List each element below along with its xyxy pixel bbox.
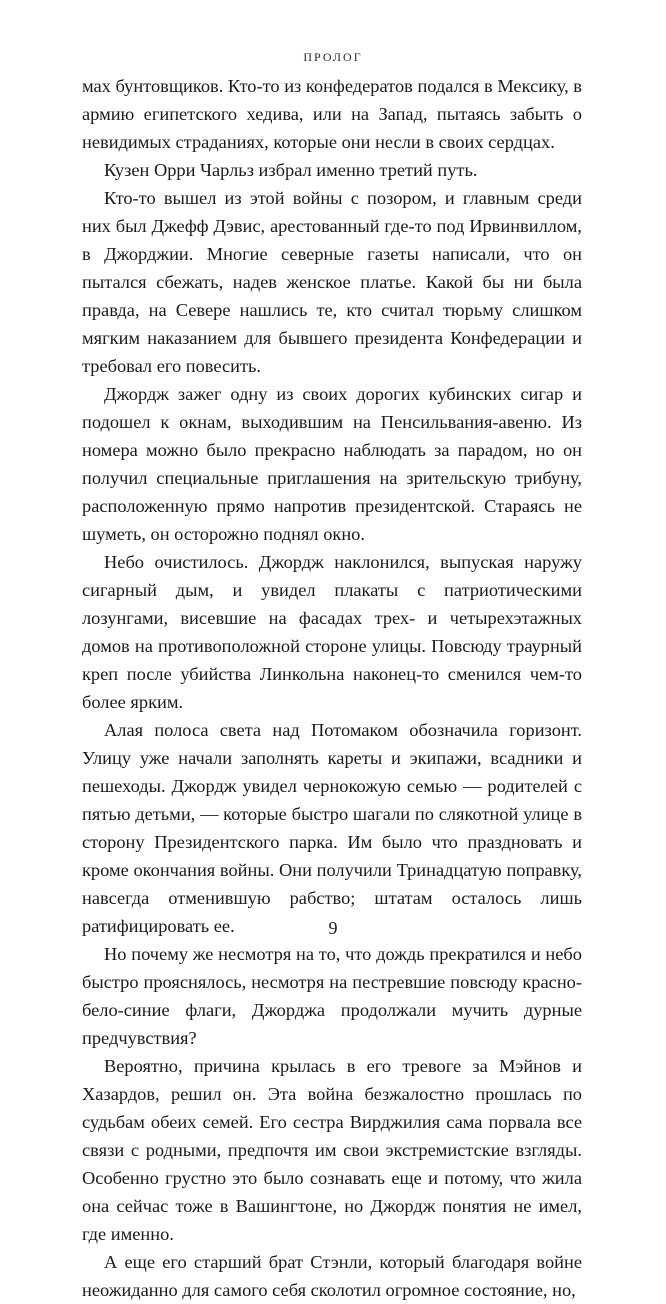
- body-text: [82, 72, 582, 1304]
- paragraph-5: Небо очистилось. Джордж наклонился, выпуская наружу сигарный дым, и увидел плакаты с патриотическими лозунгами, висевшие на фасадах трех- и четырехэтажных домов на противоположной стороне улицы. Повсюду траурный креп после убийства Линкольна наконец-то сменился чем-то более ярким.: [82, 552, 582, 712]
- paragraph-7: Но почему же несмотря на то, что дождь прекратился и небо быстро прояснялось, несмотря на пестревшие повсюду красно-бело-синие флаги, Джорджа продолжали мучить дурные предчувствия?: [82, 944, 582, 1048]
- paragraph-1: мах бунтовщиков. Кто-то из конфедератов подался в Мексику, в армию египетского хедива, или на Запад, пытаясь забыть о невидимых страданиях, которые они несли в своих сердцах.: [82, 76, 582, 152]
- paragraph-8: Вероятно, причина крылась в его тревоге за Мэйнов и Хазардов, решил он. Эта война безжалостно прошлась по судьбам обеих семей. Его сестра Вирджилия сама порвала все связи с родными, предпочтя им свои экстремистские взгляды. Особенно грустно это было сознавать еще и потому, что жила она сейчас тоже в Вашингтоне, но Джордж понятия не имел, где именно.: [82, 1056, 582, 1244]
- paragraph-2: Кузен Орри Чарльз избрал именно третий путь.: [104, 160, 478, 180]
- page-number: 9: [328, 918, 338, 938]
- running-head: ПРОЛОГ: [303, 50, 363, 64]
- paragraph-4: Джордж зажег одну из своих дорогих кубинских сигар и подошел к окнам, выходившим на Пенсильвания-авеню. Из номера можно было прекрасно наблюдать за парадом, но он получил специальные приглашения на зрительскую трибуну, расположенную прямо напротив президентской. Стараясь не шуметь, он осторожно поднял окно.: [82, 384, 582, 544]
- paragraph-6: Алая полоса света над Потомаком обозначила горизонт. Улицу уже начали заполнять кареты и экипажи, всадники и пешеходы. Джордж увидел чернокожую семью — родителей с пятью детьми, — которые быстро шагали по слякотной улице в сторону Президентского парка. Им было что праздновать и кроме окончания войны. Они получили Тринадцатую поправку, навсегда отменившую рабство; штатам осталось лишь ратифицировать ее.: [82, 720, 582, 936]
- paragraph-9: А еще его старший брат Стэнли, который благодаря войне неожиданно для самого себя сколотил огромное состояние, но,: [82, 1252, 582, 1300]
- paragraph-3: Кто-то вышел из этой войны с позором, и главным среди них был Джефф Дэвис, арестованный где-то под Ирвинвиллом, в Джорджии. Многие северные газеты написали, что он пытался сбежать, надев женское платье. Какой бы ни была правда, на Севере нашлись те, кто считал тюрьму слишком мягким наказанием для бывшего президента Конфедерации и требовал его повесить.: [82, 188, 582, 376]
